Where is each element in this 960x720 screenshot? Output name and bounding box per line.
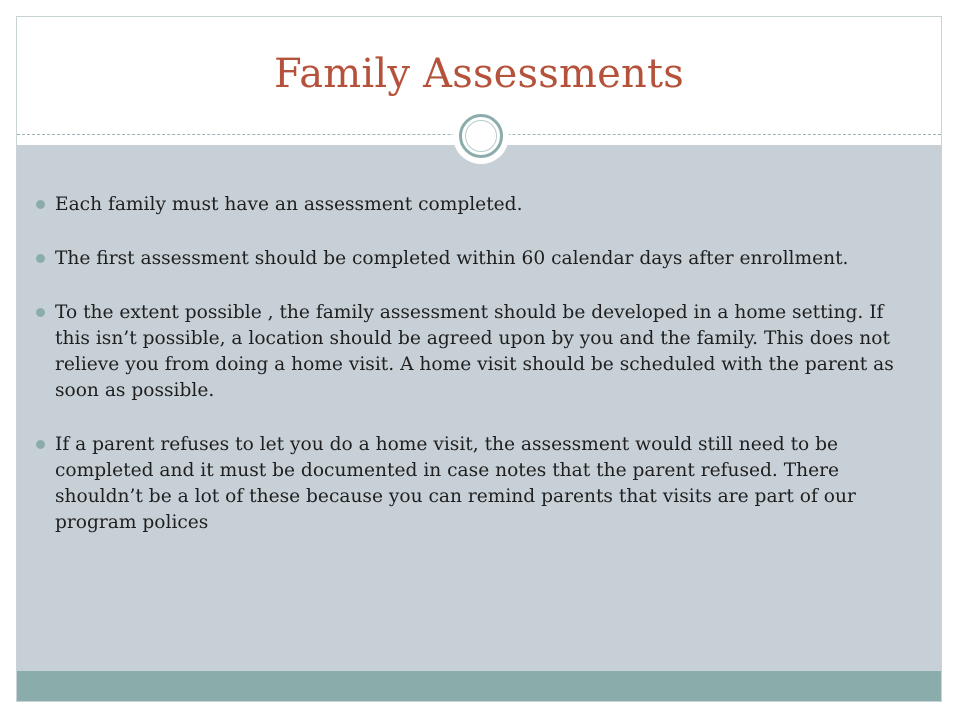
- bullet-dot-icon: [36, 440, 45, 449]
- bullet-item: [34, 246, 894, 272]
- bullet-dot-icon: [36, 308, 45, 317]
- bullet-text: To the extent possible , the family assessment should be developed in a home setting. If this isn’t possible, a location should be agreed upon by you and the family. This does not relieve you from doing a home visit. A home visit should be scheduled with the parent as soon as possible.: [55, 302, 894, 401]
- bullet-item: [34, 192, 894, 218]
- bullet-text: If a parent refuses to let you do a home visit, the assessment would still need to be completed and it must be documented in case notes that the parent refused. There shouldn’t be a lot of these because you can remind parents that visits are part of our program polices: [55, 434, 856, 533]
- bullet-dot-icon: [36, 200, 45, 209]
- circle-ornament-inner: [459, 114, 503, 158]
- bullet-dot-icon: [36, 254, 45, 263]
- bullet-text: Each family must have an assessment completed.: [55, 194, 523, 215]
- bullet-item: [34, 300, 894, 404]
- slide-title: Family Assessments: [274, 51, 684, 97]
- circle-ornament-icon: [453, 108, 509, 164]
- bullet-text: The first assessment should be completed within 60 calendar days after enrollment.: [55, 248, 849, 269]
- bullet-item: [34, 432, 894, 536]
- footer-bar: [17, 671, 941, 702]
- bullet-list: [34, 192, 894, 564]
